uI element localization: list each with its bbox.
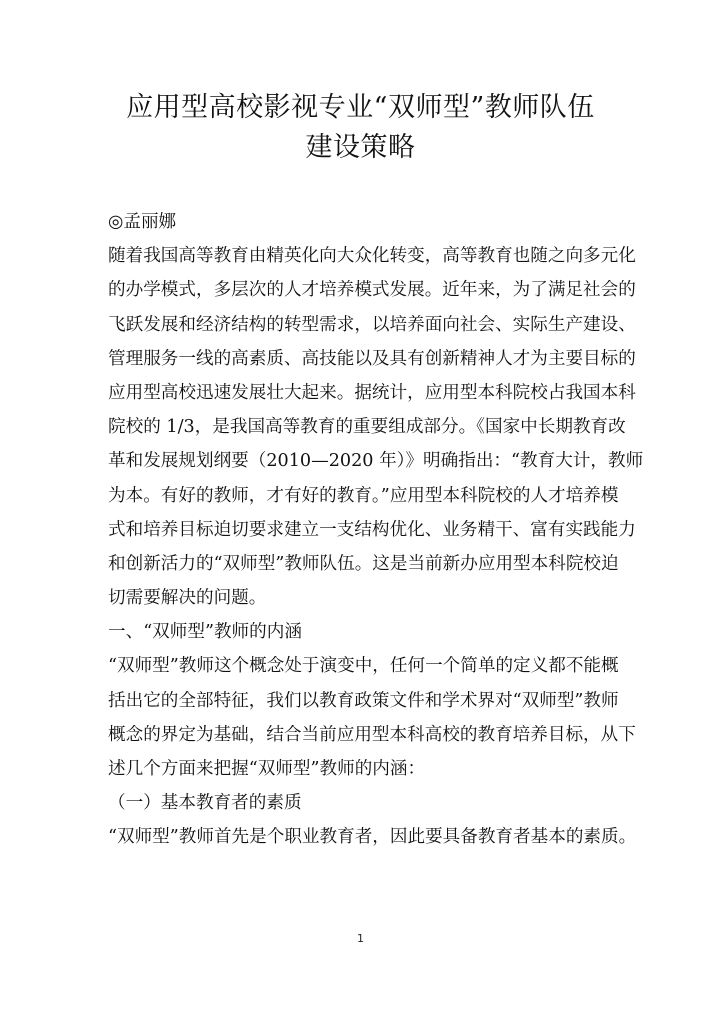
paragraph-line: 述几个方面来把握“双师型”教师的内涵： [108,759,426,779]
paragraph-line: 院校的 1/3，是我国高等教育的重要组成部分。《国家中长期教育改 [108,417,626,438]
title-line-2: 建设策略 [305,132,416,163]
paragraph-line: 飞跃发展和经济结构的转型需求，以培养面向社会、实际生产建设、 [108,314,636,335]
paragraph-line: 为本。有好的教师，才有好的教育。”应用型本科院校的人才培养模 [108,485,619,506]
paragraph-line: 应用型高校迅速发展壮大起来。据统计，应用型本科院校占我国本科 [108,382,636,403]
subsection-heading: （一）基本教育者的素质 [108,793,302,814]
author-line: ◎孟丽娜 [108,212,177,232]
paragraph-line: “双师型”教师首先是个职业教育者，因此要具备教育者基本的素质。 [108,827,637,848]
paragraph-line: 随着我国高等教育由精英化向大众化转变，高等教育也随之向多元化 [108,246,636,267]
paragraph-line: 的办学模式，多层次的人才培养模式发展。近年来，为了满足社会的 [108,280,636,301]
paragraph-line: 革和发展规划纲要（2010—2020 年）》明确指出：“教育大计，教师 [108,451,644,472]
section-1-paragraph [108,649,636,786]
paragraph-line: 括出它的全部特征，我们以教育政策文件和学术界对“双师型”教师 [108,690,619,711]
document-body [108,205,644,855]
title-line-1: 应用型高校影视专业“双师型”教师队伍 [126,92,595,123]
paragraph-line: 概念的界定为基础，结合当前应用型本科高校的教育培养目标，从下 [108,724,636,745]
subsection-1-paragraph [108,820,637,854]
section-heading: 一、“双师型”教师的内涵 [108,622,302,643]
page-number: 1 [357,932,364,945]
document-title [60,88,661,168]
paragraph-line: 和创新活力的“双师型”教师队伍。这是当前新办应用型本科院校迫 [108,553,619,574]
paragraph-line: 切需要解决的问题。 [108,588,267,609]
paragraph-line: 式和培养目标迫切要求建立一支结构优化、业务精干、富有实践能力 [108,519,636,540]
paragraph-line: 管理服务一线的高素质、高技能以及具有创新精神人才为主要目标的 [108,348,636,369]
intro-paragraph [108,239,644,615]
paragraph-line: “双师型”教师这个概念处于演变中，任何一个简单的定义都不能概 [108,656,619,677]
